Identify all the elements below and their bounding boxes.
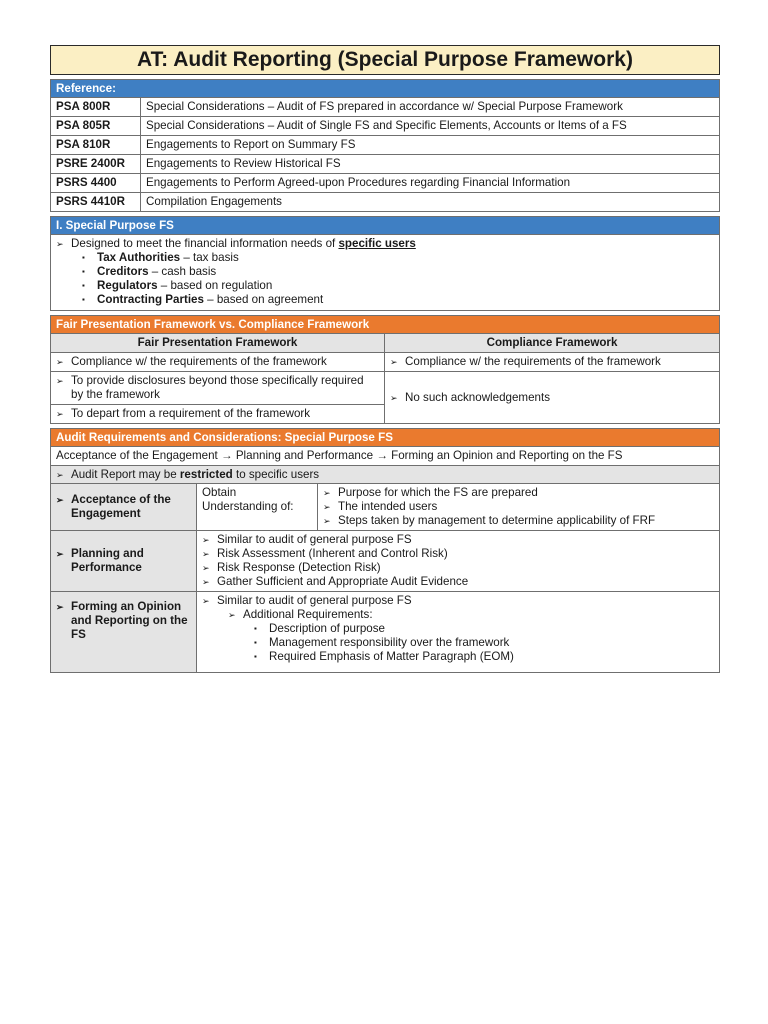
reference-table	[50, 79, 720, 212]
special-purpose-table	[50, 216, 720, 311]
forming-item: Similar to audit of general purpose FS	[217, 594, 412, 607]
audit-header: Audit Requirements and Considerations: Special Purpose FS	[51, 429, 720, 447]
reference-row	[51, 155, 720, 174]
reference-code: PSRE 2400R	[51, 155, 141, 174]
user-term: Regulators	[97, 279, 158, 292]
planning-item: Gather Sufficient and Appropriate Audit Evidence	[217, 575, 469, 588]
square-bullet-icon: ▪	[82, 267, 85, 276]
special-purpose-header-row	[51, 217, 720, 235]
arrow-bullet-icon: ➢	[56, 376, 64, 386]
frameworks-column-row	[51, 334, 720, 353]
reference-code: PSRS 4400	[51, 174, 141, 193]
arrow-bullet-icon: ➢	[228, 610, 236, 620]
reference-code: PSA 805R	[51, 117, 141, 136]
audit-requirements-table	[50, 428, 720, 673]
reference-code: PSRS 4410R	[51, 193, 141, 212]
fair-item: Compliance w/ the requirements of the framework	[71, 355, 327, 368]
audit-row-forming	[51, 592, 720, 673]
restricted-prefix: Audit Report may be	[71, 467, 180, 481]
arrow-bullet-icon: ➢	[56, 602, 64, 612]
planning-item: Risk Assessment (Inherent and Control Risk)	[217, 547, 448, 560]
compliance-item-cell	[385, 372, 720, 424]
document-page	[50, 45, 720, 673]
user-desc: – based on agreement	[203, 293, 324, 306]
arrow-bullet-icon: ➢	[56, 357, 64, 367]
user-term: Contracting Parties	[97, 293, 204, 306]
square-bullet-icon: ▪	[254, 652, 257, 661]
arrow-bullet-icon: ➢	[56, 469, 64, 480]
list-item	[56, 251, 714, 265]
fair-item-cell	[51, 405, 385, 424]
arrow-bullet-icon: ➢	[390, 357, 398, 367]
audit-row-acceptance	[51, 484, 720, 531]
list-item	[56, 265, 714, 279]
reference-desc: Special Considerations – Audit of Single FS and Specific Elements, Accounts or Items of a FS	[141, 117, 720, 136]
audit-flow-row	[51, 447, 720, 466]
page-title: AT: Audit Reporting (Special Purpose Framework)	[50, 45, 720, 75]
reference-row	[51, 117, 720, 136]
acceptance-items	[318, 484, 720, 531]
planning-item: Similar to audit of general purpose FS	[217, 533, 412, 546]
arrow-bullet-icon: ➢	[202, 596, 210, 606]
frameworks-row	[51, 372, 720, 405]
fair-item: To depart from a requirement of the framework	[71, 407, 311, 420]
forming-subitem: Management responsibility over the framework	[269, 636, 510, 649]
fair-presentation-heading: Fair Presentation Framework	[51, 334, 385, 353]
planning-item: Risk Response (Detection Risk)	[217, 561, 381, 574]
reference-row	[51, 136, 720, 155]
intro-prefix: Designed to meet the financial information needs of	[71, 237, 339, 250]
intro-emphasis: specific users	[338, 237, 416, 250]
forming-label-cell	[51, 592, 197, 673]
compliance-item-cell	[385, 353, 720, 372]
arrow-bullet-icon: ➢	[56, 495, 64, 505]
frameworks-header: Fair Presentation Framework vs. Compliance Framework	[51, 316, 720, 334]
arrow-bullet-icon: ➢	[56, 409, 64, 419]
reference-desc: Engagements to Review Historical FS	[141, 155, 720, 174]
reference-code: PSA 810R	[51, 136, 141, 155]
reference-desc: Special Considerations – Audit of FS prepared in accordance w/ Special Purpose Framework	[141, 98, 720, 117]
arrow-bullet-icon: ➢	[323, 488, 331, 498]
arrow-bullet-icon: ➢	[202, 563, 210, 573]
intro-text	[71, 237, 416, 251]
restricted-emphasis: restricted	[179, 467, 233, 481]
audit-restricted-row	[51, 466, 720, 484]
square-bullet-icon: ▪	[82, 253, 85, 262]
forming-additional: Additional Requirements:	[243, 608, 373, 621]
planning-label-cell	[51, 531, 197, 592]
reference-desc: Engagements to Report on Summary FS	[141, 136, 720, 155]
acceptance-item: The intended users	[338, 500, 438, 513]
square-bullet-icon: ▪	[82, 295, 85, 304]
fair-item: To provide disclosures beyond those specifically required by the framework	[71, 374, 364, 401]
special-purpose-body	[51, 235, 720, 311]
square-bullet-icon: ▪	[254, 638, 257, 647]
user-desc: – cash basis	[148, 265, 217, 278]
user-term: Tax Authorities	[97, 251, 181, 264]
forming-subitem: Required Emphasis of Matter Paragraph (EOM)	[269, 650, 514, 663]
list-item	[56, 279, 714, 293]
acceptance-sub: Obtain Understanding of:	[197, 484, 318, 531]
user-desc: – tax basis	[180, 251, 239, 264]
acceptance-label-cell	[51, 484, 197, 531]
fair-item-cell	[51, 353, 385, 372]
list-item	[56, 293, 714, 307]
acceptance-label: Acceptance of the Engagement	[71, 493, 171, 520]
frameworks-row	[51, 353, 720, 372]
acceptance-item: Steps taken by management to determine applicability of FRF	[338, 514, 656, 527]
arrow-bullet-icon: ➢	[323, 502, 331, 512]
audit-row-planning	[51, 531, 720, 592]
forming-subitem: Description of purpose	[269, 622, 385, 635]
arrow-bullet-icon: ➢	[202, 549, 210, 559]
compliance-item: No such acknowledgements	[405, 390, 551, 404]
square-bullet-icon: ▪	[82, 281, 85, 290]
audit-restricted-cell	[51, 466, 720, 484]
arrow-bullet-icon: ➢	[202, 535, 210, 545]
forming-label: Forming an Opinion and Reporting on the FS	[71, 600, 188, 641]
acceptance-item: Purpose for which the FS are prepared	[338, 486, 538, 499]
reference-header-row	[51, 80, 720, 98]
arrow-bullet-icon: ➢	[323, 516, 331, 526]
restricted-suffix: to specific users	[232, 467, 320, 481]
audit-header-row	[51, 429, 720, 447]
planning-label: Planning and Performance	[71, 547, 144, 574]
user-desc: – based on regulation	[157, 279, 273, 292]
reference-desc: Engagements to Perform Agreed-upon Procedures regarding Financial Information	[141, 174, 720, 193]
frameworks-table	[50, 315, 720, 424]
compliance-heading: Compliance Framework	[385, 334, 720, 353]
arrow-bullet-icon: ➢	[202, 577, 210, 587]
reference-header: Reference:	[51, 80, 720, 98]
user-term: Creditors	[97, 265, 149, 278]
reference-desc: Compilation Engagements	[141, 193, 720, 212]
audit-flow: Acceptance of the Engagement → Planning and Performance → Forming an Opinion and Reporting on the FS	[51, 447, 720, 466]
list-item	[56, 237, 714, 251]
special-purpose-body-row	[51, 235, 720, 311]
planning-items	[197, 531, 720, 592]
reference-row	[51, 193, 720, 212]
arrow-bullet-icon: ➢	[56, 239, 64, 249]
arrow-bullet-icon: ➢	[390, 392, 398, 403]
forming-items	[197, 592, 720, 673]
special-purpose-header: I. Special Purpose FS	[51, 217, 720, 235]
fair-item-cell	[51, 372, 385, 405]
arrow-bullet-icon: ➢	[56, 549, 64, 559]
square-bullet-icon: ▪	[254, 624, 257, 633]
frameworks-header-row	[51, 316, 720, 334]
compliance-item: Compliance w/ the requirements of the framework	[405, 355, 661, 368]
reference-row	[51, 98, 720, 117]
reference-row	[51, 174, 720, 193]
reference-code: PSA 800R	[51, 98, 141, 117]
